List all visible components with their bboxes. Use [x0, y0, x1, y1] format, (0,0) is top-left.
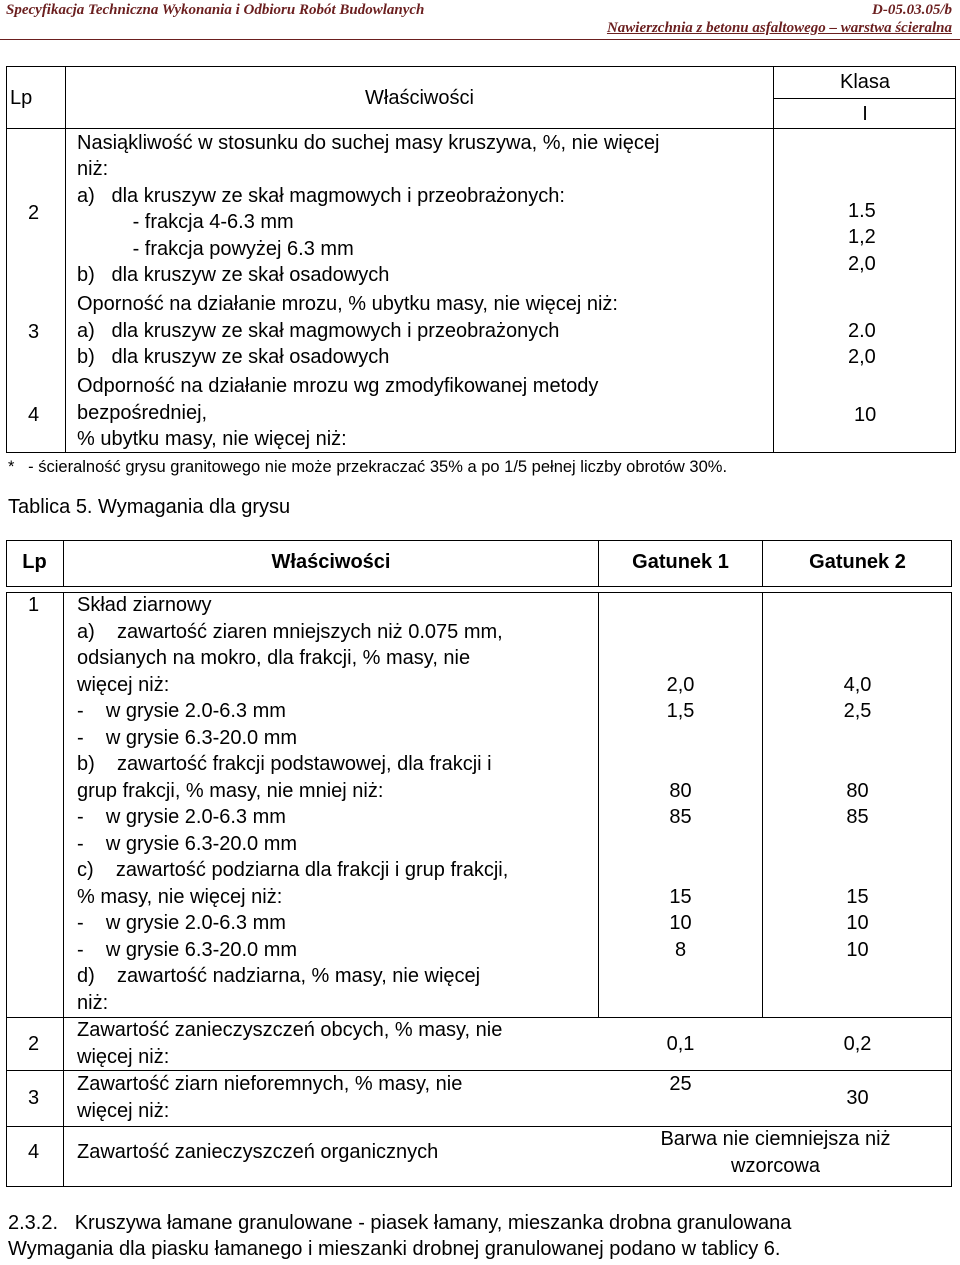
text-line: Zawartość ziarn nieforemnych, % masy, nie — [77, 1073, 463, 1095]
text-line: bezpośredniej, — [77, 402, 208, 424]
table1-klasa-line — [773, 98, 956, 99]
table-caption: Tablica 5. Wymagania dla grysu — [8, 496, 291, 518]
paragraph-line: 2.3.2. Kruszywa łamane granulowane - piasek łamany, mieszanka drobna granulowana — [8, 1212, 792, 1234]
table2-g2-value: 0,2 — [843, 1033, 872, 1055]
text-line: - w grysie 2.0-6.3 mm — [77, 700, 286, 722]
text-line: - w grysie 6.3-20.0 mm — [77, 939, 298, 961]
text-line: Zawartość zanieczyszczeń obcych, % masy, nie — [77, 1019, 503, 1041]
text-line: - w grysie 2.0-6.3 mm — [77, 912, 286, 934]
paragraph-line: Wymagania dla piasku łamanego i mieszanki drobnej granulowanej podano w tablicy 6. — [8, 1238, 781, 1260]
table1-value: 2,0 — [848, 253, 876, 275]
text-line: a) dla kruszyw ze skał magmowych i przeobrażonych: — [77, 185, 565, 207]
text-line: % masy, nie więcej niż: — [77, 886, 283, 908]
table2-row-lp: 3 — [28, 1087, 40, 1109]
text-line: Oporność na działanie mrozu, % ubytku masy, nie więcej niż: — [77, 293, 618, 315]
table1-value: 2.0 — [848, 320, 876, 342]
header-title: Specyfikacja Techniczna Wykonania i Odbioru Robót Budowlanych — [6, 2, 425, 18]
table2-row4-value: wzorcowa — [731, 1155, 820, 1177]
header-code: D-05.03.05/b — [872, 2, 952, 18]
table1-head-line — [6, 128, 956, 129]
page-header — [0, 0, 960, 40]
text-line: b) zawartość frakcji podstawowej, dla frakcji i — [77, 753, 492, 775]
table1-value: 1,2 — [848, 226, 876, 248]
text-line: a) dla kruszyw ze skał magmowych i przeobrażonych — [77, 320, 560, 342]
table2-row4-value: Barwa nie ciemniejsza niż — [660, 1128, 891, 1150]
text-line: więcej niż: — [77, 1046, 170, 1068]
text-line: - frakcja 4-6.3 mm — [77, 211, 294, 233]
table2-g1-value: 0,1 — [666, 1033, 695, 1055]
text-line: odsianych na mokro, dla frakcji, % masy, nie — [77, 647, 471, 669]
text-line: - w grysie 6.3-20.0 mm — [77, 727, 298, 749]
table1-footnote: * - ścieralność grysu granitowego nie może przekraczać 35% a po 1/5 pełnej liczby obrotów 30%. — [8, 458, 728, 476]
text-line: d) zawartość nadziarna, % masy, nie więcej — [77, 965, 481, 987]
table2-row-lp: 1 — [28, 594, 40, 616]
text-line: niż: — [77, 992, 109, 1014]
table2-g1-value: 2,0 — [666, 674, 695, 696]
header-subtitle: Nawierzchnia z betonu asfaltowego – warstwa ścieralna — [606, 20, 952, 36]
table2-head-props: Właściwości — [271, 551, 391, 573]
table1-value: 1.5 — [848, 200, 876, 222]
table1-col-line — [65, 66, 66, 453]
table2-g2-value: 4,0 — [843, 674, 872, 696]
table2-g2-value: 15 — [846, 886, 869, 908]
table2-g1-value: 8 — [674, 939, 687, 961]
text-line: Skład ziarnowy — [77, 594, 212, 616]
text-line: b) dla kruszyw ze skał osadowych — [77, 264, 390, 286]
table2-row-lp: 2 — [28, 1033, 40, 1055]
table2-g1-value: 85 — [669, 806, 692, 828]
table2-g2-value: 80 — [846, 780, 869, 802]
table2-g2-value: 10 — [846, 939, 869, 961]
text-line: % ubytku masy, nie więcej niż: — [77, 428, 347, 450]
table1-head-lp: Lp — [10, 87, 33, 109]
table2-g1-value: 15 — [669, 886, 692, 908]
text-line: Odporność na działanie mrozu wg zmodyfikowanej metody — [77, 375, 599, 397]
text-line: a) zawartość ziaren mniejszych niż 0.075 mm, — [77, 621, 503, 643]
table1-value: 10 — [854, 404, 877, 426]
table1-row-lp: 3 — [28, 321, 40, 343]
header-rule — [0, 39, 960, 40]
table2-g2-value: 30 — [846, 1087, 869, 1109]
table2-g2-value: 2,5 — [843, 700, 872, 722]
text-line: b) dla kruszyw ze skał osadowych — [77, 346, 390, 368]
table2-col-line — [63, 592, 64, 1187]
table1-row-lp: 4 — [28, 404, 40, 426]
table2-head-g2: Gatunek 2 — [809, 551, 906, 573]
table1-value: 2,0 — [848, 346, 876, 368]
text-line: grup frakcji, % masy, nie mniej niż: — [77, 780, 384, 802]
text-line: Nasiąkliwość w stosunku do suchej masy kruszywa, %, nie więcej — [77, 132, 660, 154]
table2-row4-props: Zawartość zanieczyszczeń organicznych — [77, 1141, 439, 1163]
table2-g1-value: 10 — [669, 912, 692, 934]
text-line: - frakcja powyżej 6.3 mm — [77, 238, 354, 260]
table2-g2-value: 10 — [846, 912, 869, 934]
table1-head-klasa-sub: I — [862, 103, 868, 125]
table2-g1-value: 80 — [669, 780, 692, 802]
text-line: więcej niż: — [77, 1100, 170, 1122]
text-line: więcej niż: — [77, 674, 170, 696]
table2-g1-value: 1,5 — [666, 700, 695, 722]
table2-row-lp: 4 — [28, 1141, 40, 1163]
table2-head-lp: Lp — [22, 551, 47, 573]
table2-g1-value: 25 — [669, 1073, 692, 1095]
table2-g2-value: 85 — [846, 806, 869, 828]
text-line: niż: — [77, 158, 109, 180]
table1-row-lp: 2 — [28, 202, 40, 224]
text-line: c) zawartość podziarna dla frakcji i grup frakcji, — [77, 859, 509, 881]
text-line: - w grysie 6.3-20.0 mm — [77, 833, 298, 855]
text-line: - w grysie 2.0-6.3 mm — [77, 806, 286, 828]
table2-head-g1: Gatunek 1 — [632, 551, 729, 573]
table1-head-props: Właściwości — [365, 87, 474, 109]
table1-head-klasa: Klasa — [839, 71, 891, 93]
